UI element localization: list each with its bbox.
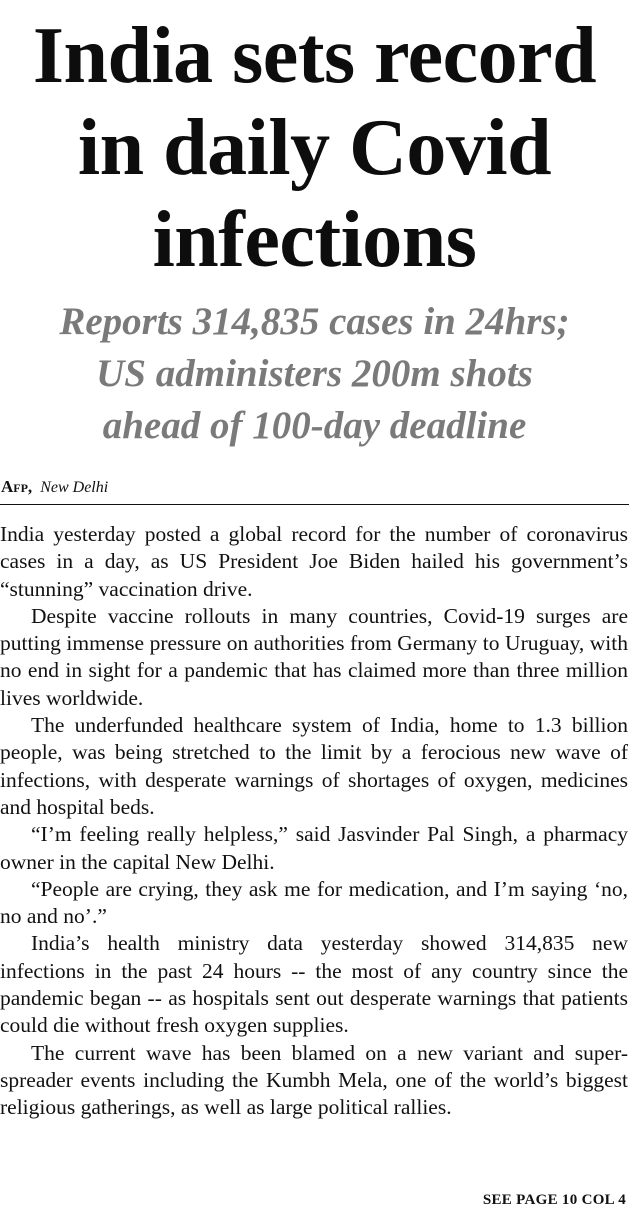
byline-divider — [0, 504, 629, 505]
article-paragraph: “People are crying, they ask me for medication, and I’m saying ‘no, no and no’.” — [0, 876, 628, 929]
article-body — [0, 521, 629, 1122]
article-paragraph: “I’m feeling really helpless,” said Jasvinder Pal Singh, a pharmacy owner in the capital New Delhi. — [0, 822, 628, 874]
subheadline — [0, 296, 629, 452]
byline — [0, 476, 629, 498]
headline-line: infections — [152, 196, 477, 284]
headline-line: India sets record — [32, 12, 597, 100]
article-paragraph: India’s health ministry data yesterday showed 314,835 new infections in the past 24 hours -- the most of any country since the pandemic began -- as hospitals sent out desperate warnings that patients could die without fresh oxygen supplies. — [0, 931, 628, 1038]
subheadline-line: ahead of 100-day deadline — [102, 404, 527, 447]
headline — [0, 0, 629, 286]
article-paragraph: The current wave has been blamed on a new variant and super-spreader events including the Kumbh Mela, one of the world’s biggest religious gatherings, as well as large political rallies. — [0, 1040, 628, 1120]
article-paragraph: The underfunded healthcare system of India, home to 1.3 billion people, was being stretched to the limit by a ferocious new wave of infections, with desperate warnings of shortages of oxygen, medicines and hospital beds. — [0, 713, 628, 819]
byline-agency: Afp, — [1, 477, 33, 496]
byline-place: New Delhi — [40, 479, 109, 496]
continuation-line: SEE PAGE 10 COL 4 — [482, 1192, 626, 1208]
article-paragraph: India yesterday posted a global record for the number of coronavirus cases in a day, as US President Joe Biden hailed his government’s “stunning” vaccination drive. — [0, 522, 628, 601]
subheadline-line: US administers 200m shots — [96, 352, 533, 395]
article-paragraph: Despite vaccine rollouts in many countries, Covid-19 surges are putting immense pressure on authorities from Germany to Uruguay, with no end in sight for a pandemic that has claimed more than three million lives worldwide. — [0, 603, 628, 710]
headline-line: in daily Covid — [77, 104, 552, 192]
subheadline-line: Reports 314,835 cases in 24hrs; — [59, 300, 570, 343]
